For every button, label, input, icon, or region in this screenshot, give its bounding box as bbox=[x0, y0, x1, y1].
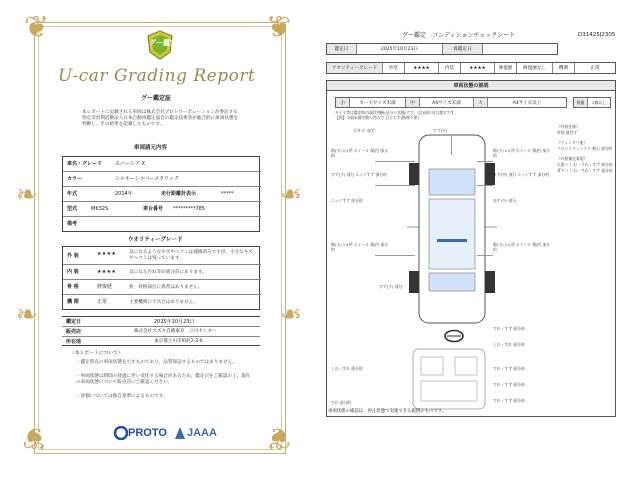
table-row: 年式 2014年 走行距離計表示 ***** bbox=[63, 187, 261, 202]
certificate-intro: 本レポートに記載される車両は株式会社プロトコーポレーションが委託する特定非営利活動法人日本自動車鑑定協会の鑑定技術者が総合的に車両状態を判断し、その結果を記載したものです。 bbox=[82, 110, 239, 128]
damage-label: 天井:少 ゆず bbox=[353, 128, 375, 133]
damage-label: エッジすず 部分的 bbox=[331, 198, 363, 203]
leader-line bbox=[477, 185, 493, 186]
corner-ornament-icon: ❦ bbox=[24, 10, 50, 45]
corner-ornament-icon: ❦ bbox=[266, 420, 292, 455]
note-item: ・鑑定時点の車両状態を示すものであり、品質保証するものではありません。 bbox=[76, 360, 238, 365]
leader-line bbox=[451, 135, 452, 155]
appraisal-info bbox=[62, 316, 260, 346]
side-ornament-icon: ❧ bbox=[280, 300, 302, 330]
quality-grade-table bbox=[62, 246, 260, 310]
proto-logo-icon bbox=[114, 426, 128, 440]
table-row: 機 関 正常 主要機関に不具合はありません。 bbox=[67, 299, 199, 305]
vehicle-state-panel: 車両状態の説明 小 カードサイズ未満 中 A4サイズ未満 大 A4サイズ以上 数量 2個以上 タイヤ等は鑑定時の現状判断(見分り状態)です。(注)部位名は推定です。 【例】 2個未満中数の凹みで 目立ちず(修理不要) 天井:少 ゆず すず(少) 傷(小) 1ヵ所 ホイール 傷/凹 部分的 傷(小) 1ヵ所 ホイール 傷/凹 部分的 すず(少) 部分 エッジすず 部分的 すず(中) 部分 エッジすず 部分的 エッジすず 部分的 ゆず(少) 部分 傷(小) 1ヵ所 ホイール 傷/凹 部分的 傷(小) 1ヵ所 ホイール 傷/凹 部分的 すず(少) 部分 すれ・すず 部分的 しわ・すれ 部分的 しわ・すれ 部分的 すれ・すず 部分的 すれ・すず 部分的 すれ・すず 部分的 すれ 部分的 《外装仕様》 外装 落付ず 《ウィンドウ他》 フロントウィンドウ 飛石 部分的 《内装補足事項》 天張り しわ・すれ・すず 部分的 背ドリ しわ・すれ・すず 部分的 bbox=[326, 80, 616, 417]
jaaa-logo-text: JAAA bbox=[187, 427, 217, 439]
damage-label: すず(少) 部分 エッジすず 部分的 bbox=[331, 172, 387, 177]
table-row: 備考 bbox=[67, 221, 78, 227]
damage-label: すれ・すず 部分的 bbox=[493, 366, 525, 371]
proto-logo-text: PROTO bbox=[128, 427, 167, 439]
size-legend: 小 カードサイズ未満 中 A4サイズ未満 大 A4サイズ以上 bbox=[335, 97, 567, 108]
certificate-title: U-car Grading Report bbox=[58, 66, 256, 86]
car-interior-diagram bbox=[399, 347, 499, 411]
state-panel-title: 車両状態の説明 bbox=[327, 81, 615, 91]
sheet-footer: 車両状態の確認は、停止状態で実施できる範囲のものです。 bbox=[328, 409, 447, 414]
side-ornament-icon: ❧ bbox=[16, 300, 38, 330]
side-ornament-icon: ❧ bbox=[280, 180, 302, 210]
notes-title: 〈本レポートについて〉 bbox=[70, 351, 123, 356]
damage-label: すず(少) 部分 bbox=[379, 284, 403, 289]
sheet-title: グー鑑定 コンディションチェックシート bbox=[402, 32, 516, 39]
vehicle-info-table bbox=[62, 156, 260, 232]
sheet-code: D31425J2305 bbox=[578, 32, 616, 38]
steering-wheel-icon bbox=[443, 329, 465, 343]
side-ornament-icon: ❧ bbox=[16, 180, 38, 210]
table-row: 型式 MK32S 車台番号 *********785 bbox=[63, 202, 261, 217]
note-line: 【例】 2個未満中数の凹みで 目立ちず(修理不要) bbox=[335, 115, 419, 120]
certificate-subtitle: グー鑑定証 bbox=[141, 95, 172, 102]
leader-line bbox=[375, 255, 415, 256]
leader-line bbox=[375, 185, 415, 186]
table-row: 鑑定日 2025年10月23日 bbox=[62, 317, 260, 327]
table-row: 骨 格 修復歴 無 骨格部位に異常はありません。 bbox=[63, 280, 261, 295]
damage-label: すれ・すず 部分的 bbox=[493, 398, 525, 403]
note-item: ・車両状態は時間の経過に伴い変化する場合があるため、鑑定日をご確認の上、現在の車両状態について販売店にご確認ください。 bbox=[76, 374, 251, 385]
damage-label: 傷(小) 1ヵ所 ホイール 傷/凹 部分的 bbox=[331, 148, 388, 158]
count-legend: 数量 2個以上 bbox=[573, 97, 611, 108]
damage-label: 傷(小) 1ヵ所 ホイール 傷/凹 部分的 bbox=[493, 242, 550, 252]
jaaa-logo-icon bbox=[174, 426, 186, 440]
table-row: 販売店 株式会社スズキ自販東京 立川センター bbox=[62, 327, 260, 337]
damage-label: すれ・すず 部分的 bbox=[493, 382, 525, 387]
table-row: 所在地 東京都立川市柏町2-2-6 bbox=[66, 339, 203, 345]
badge-text: グー鑑定 bbox=[149, 39, 177, 47]
damage-label: 傷(小) 1ヵ所 ホイール 傷/凹 部分的 bbox=[331, 242, 388, 252]
damage-label: しわ・すれ 部分的 bbox=[493, 342, 525, 347]
corner-ornament-icon: ❦ bbox=[266, 10, 292, 45]
damage-label: すず(中) 部分 エッジすず 部分的 bbox=[493, 172, 549, 177]
date-row: 鑑定日 2025年10月23日 再鑑定日 bbox=[326, 43, 558, 55]
note-item: ・評価については独自基準によるものです。 bbox=[76, 394, 168, 399]
damage-label: すれ・すず 部分的 bbox=[493, 326, 525, 331]
damage-label: ゆず(少) 部分 bbox=[493, 198, 517, 203]
damage-label: すれ 部分的 bbox=[331, 400, 352, 405]
leader-line bbox=[477, 161, 493, 162]
damage-label: しわ・すれ 部分的 bbox=[331, 366, 363, 371]
leader-line bbox=[375, 161, 415, 162]
damage-label: 傷(小) 1ヵ所 ホイール 傷/凹 部分的 bbox=[493, 148, 550, 158]
leader-line bbox=[477, 255, 493, 256]
condition-check-sheet bbox=[320, 0, 640, 480]
quality-section-title: ウオリティーグレード bbox=[128, 237, 183, 243]
vehicle-section-title: 車両請元内容 bbox=[134, 145, 168, 151]
damage-label: すず(少) bbox=[433, 128, 448, 133]
corner-ornament-icon: ❦ bbox=[22, 420, 48, 455]
table-row: 車名・グレード スペーシア X bbox=[63, 157, 261, 172]
note-line: タイヤ等は鑑定時の現状判断(見分り状態)です。(注)部位名は推定です。 bbox=[335, 110, 458, 115]
car-top-view-diagram bbox=[397, 129, 507, 329]
table-row: カラー シルキーシルバーメタリック bbox=[63, 172, 261, 187]
table-row: 内 装 ★★★★ 気になる汚れ等が部分的にあります。 bbox=[63, 265, 261, 280]
table-row: 外 装 ★★★★ 気になるようなキズやヘコミは補修済みですが、小さなキズやヘコミは残っています。 bbox=[63, 247, 261, 265]
quality-row: クオリティーグレード 外装 ★★★★ 内装 ★★★★ 修復歴 修復歴なし 機関 正常 bbox=[326, 62, 616, 74]
